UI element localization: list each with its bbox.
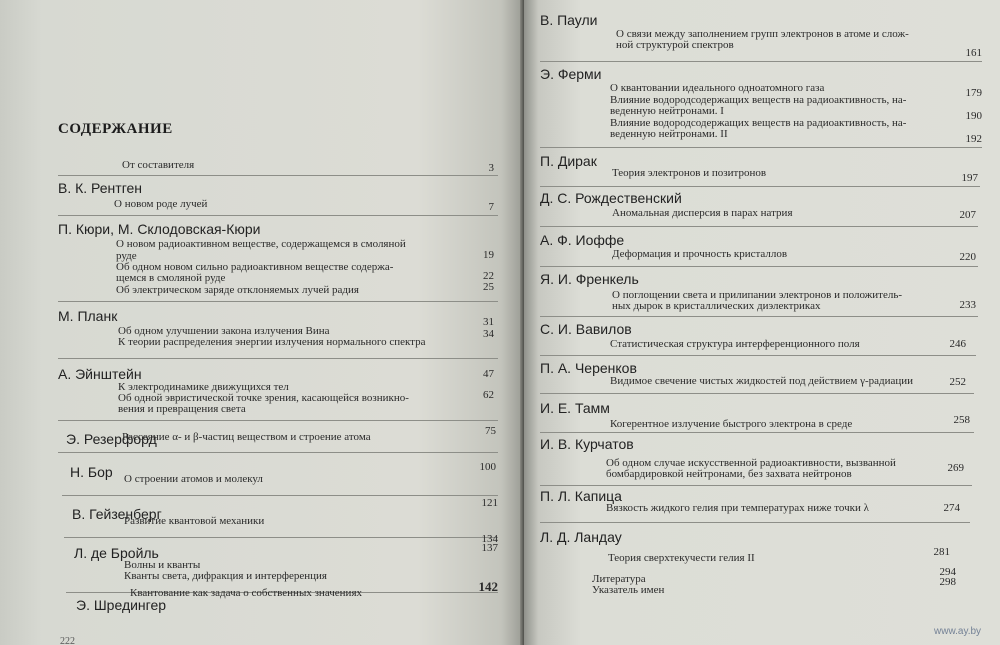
folio-left: 222 — [60, 636, 75, 645]
contents-heading: СОДЕРЖАНИЕ — [58, 121, 173, 137]
toc-author: Э. Резерфорд — [66, 431, 157, 447]
toc-page-number: 252 — [949, 376, 966, 388]
divider — [62, 495, 498, 496]
toc-work-title: О строении атомов и молекул — [124, 473, 263, 485]
divider — [58, 420, 498, 421]
divider — [58, 452, 498, 453]
toc-page-number: 220 — [959, 251, 976, 263]
toc-author: В. К. Рентген — [58, 180, 143, 196]
divider — [540, 355, 976, 356]
toc-page-number: 207 — [959, 209, 976, 221]
toc-page-number: 161 — [965, 47, 982, 59]
toc-work-title-cont: ной структурой спектров — [616, 39, 734, 51]
toc-work-title-cont: веденную нейтронами. I — [610, 105, 724, 117]
toc-page-number: 137 — [481, 542, 498, 554]
toc-work-title: Литература — [592, 573, 646, 585]
toc-author: И. В. Курчатов — [540, 436, 634, 452]
divider — [540, 393, 974, 394]
toc-author: Э. Шредингер — [76, 597, 167, 613]
watermark: www.ay.by — [934, 626, 982, 637]
toc-page-number: 7 — [488, 201, 494, 213]
toc-work-title-cont: бомбардировкой нейтронами, без захвата нейтронов — [606, 468, 852, 480]
toc-work-title: Об одной эвристической точке зрения, касающейся возникно- — [118, 392, 409, 404]
divider — [540, 485, 972, 486]
toc-page-number: 274 — [943, 502, 960, 514]
toc-author: П. Л. Капица — [540, 488, 622, 504]
toc-work-title: О связи между заполнением групп электронов в атоме и слож- — [616, 28, 909, 40]
toc-page-number: 294 — [939, 566, 956, 578]
toc-page-number: 142 — [478, 579, 498, 594]
toc-work-title: Развитие квантовой механики — [124, 515, 265, 527]
toc-page-number: 25 — [483, 281, 494, 293]
toc-page-number: 197 — [961, 172, 978, 184]
toc-work-title-cont: руде — [116, 250, 137, 262]
intro-title: От составителя — [122, 159, 195, 171]
toc-author: Э. Ферми — [540, 66, 602, 82]
toc-author: Н. Бор — [70, 464, 113, 480]
toc-work-title: Вязкость жидкого гелия при температурах ниже точки λ — [606, 502, 869, 514]
toc-page-number: 34 — [483, 328, 494, 340]
toc-work-title-cont: ных дырок в кристаллических диэлектриках — [612, 300, 821, 312]
toc-work-title: К теории распределения энергии излучения нормального спектра — [118, 336, 426, 348]
toc-author: В. Паули — [540, 12, 598, 28]
toc-author: П. Дирак — [540, 153, 597, 169]
toc-author: И. Е. Тамм — [540, 400, 610, 416]
toc-work-title: Об электрическом заряде отклоняемых лучей радия — [116, 284, 359, 296]
toc-page-number: 22 — [483, 270, 494, 282]
toc-author: В. Гейзенберг — [72, 506, 162, 522]
toc-page-number: 19 — [483, 249, 494, 261]
toc-work-title: О новом роде лучей — [114, 198, 208, 210]
divider — [540, 266, 978, 267]
toc-author: А. Эйнштейн — [58, 366, 142, 382]
toc-work-title: Влияние водородсодержащих веществ на радиоактивность, на- — [610, 94, 907, 106]
toc-work-title: Аномальная дисперсия в парах натрия — [612, 207, 793, 219]
toc-work-title: Указатель имен — [592, 584, 665, 596]
toc-page-number: 75 — [485, 425, 496, 437]
toc-work-title-cont: щемся в смоляной руде — [116, 272, 226, 284]
toc-work-title: О новом радиоактивном веществе, содержащемся в смоляной — [116, 238, 406, 250]
toc-page-number: 62 — [483, 389, 494, 401]
divider — [58, 358, 498, 359]
toc-work-title: Рассеяние α- и β-частиц веществом и строение атома — [122, 431, 371, 443]
toc-page-number: 100 — [479, 461, 496, 473]
intro-page: 3 — [488, 162, 494, 174]
toc-page-number: 192 — [965, 133, 982, 145]
divider — [540, 147, 982, 148]
toc-page-number: 179 — [965, 87, 982, 99]
toc-work-title: О поглощении света и прилипании электронов и положитель- — [612, 289, 903, 301]
toc-work-title: Статистическая структура интерференционного поля — [610, 338, 860, 350]
toc-author: М. Планк — [58, 308, 118, 324]
toc-page-number: 134 — [481, 533, 498, 545]
divider — [58, 175, 498, 176]
toc-author: А. Ф. Иоффе — [540, 232, 625, 248]
divider — [64, 537, 498, 538]
toc-author: П. Кюри, М. Склодовская-Кюри — [58, 221, 261, 237]
toc-work-title: Волны и кванты — [124, 559, 201, 571]
toc-page-number: 47 — [483, 368, 494, 380]
divider — [540, 432, 974, 433]
toc-author: Л. Д. Ландау — [540, 529, 622, 545]
toc-author: Д. С. Рождественский — [540, 190, 682, 206]
divider — [540, 186, 980, 187]
toc-work-title: Квантование как задача о собственных значениях — [130, 587, 363, 599]
toc-work-title: К электродинамике движущихся тел — [118, 381, 289, 393]
toc-work-title: Об одном улучшении закона излучения Вина — [118, 325, 330, 337]
toc-page-number: 258 — [953, 414, 970, 426]
toc-page-number: 121 — [481, 497, 498, 509]
toc-author: Л. де Бройль — [74, 545, 159, 561]
toc-author: Я. И. Френкель — [540, 271, 639, 287]
toc-work-title-cont: веденную нейтронами. II — [610, 128, 728, 140]
toc-page-number: 246 — [949, 338, 966, 350]
toc-author: С. И. Вавилов — [540, 321, 632, 337]
toc-work-title: Об одном новом сильно радиоактивном веществе содержа- — [116, 261, 394, 273]
toc-work-title: Видимое свечение чистых жидкостей под действием γ-радиации — [610, 375, 914, 387]
divider — [540, 316, 978, 317]
toc-work-title: Кванты света, дифракция и интерференция — [124, 570, 327, 582]
toc-page-number: 281 — [933, 546, 950, 558]
toc-work-title: Деформация и прочность кристаллов — [612, 248, 788, 260]
toc-work-title: О квантовании идеального одноатомного газа — [610, 82, 825, 94]
divider — [58, 301, 498, 302]
toc-work-title-cont: вения и превращения света — [118, 403, 246, 415]
divider — [58, 215, 498, 216]
divider — [540, 226, 978, 227]
divider — [540, 61, 982, 62]
toc-page-number: 269 — [947, 462, 964, 474]
toc-work-title: Когерентное излучение быстрого электрона в среде — [610, 418, 853, 430]
toc-work-title: Теория сверхтекучести гелия II — [608, 552, 755, 564]
toc-work-title: Теория электронов и позитронов — [612, 167, 767, 179]
toc-page-number: 233 — [959, 299, 976, 311]
toc-page-number: 31 — [483, 316, 494, 328]
toc-page-number: 298 — [939, 576, 956, 588]
toc-page-number: 190 — [965, 110, 982, 122]
toc-work-title: Об одном случае искусственной радиоактивности, вызванной — [606, 457, 896, 469]
toc-work-title: Влияние водородсодержащих веществ на радиоактивность, на- — [610, 117, 907, 129]
divider — [540, 522, 970, 523]
right-page — [524, 0, 1000, 645]
toc-author: П. А. Черенков — [540, 360, 637, 376]
